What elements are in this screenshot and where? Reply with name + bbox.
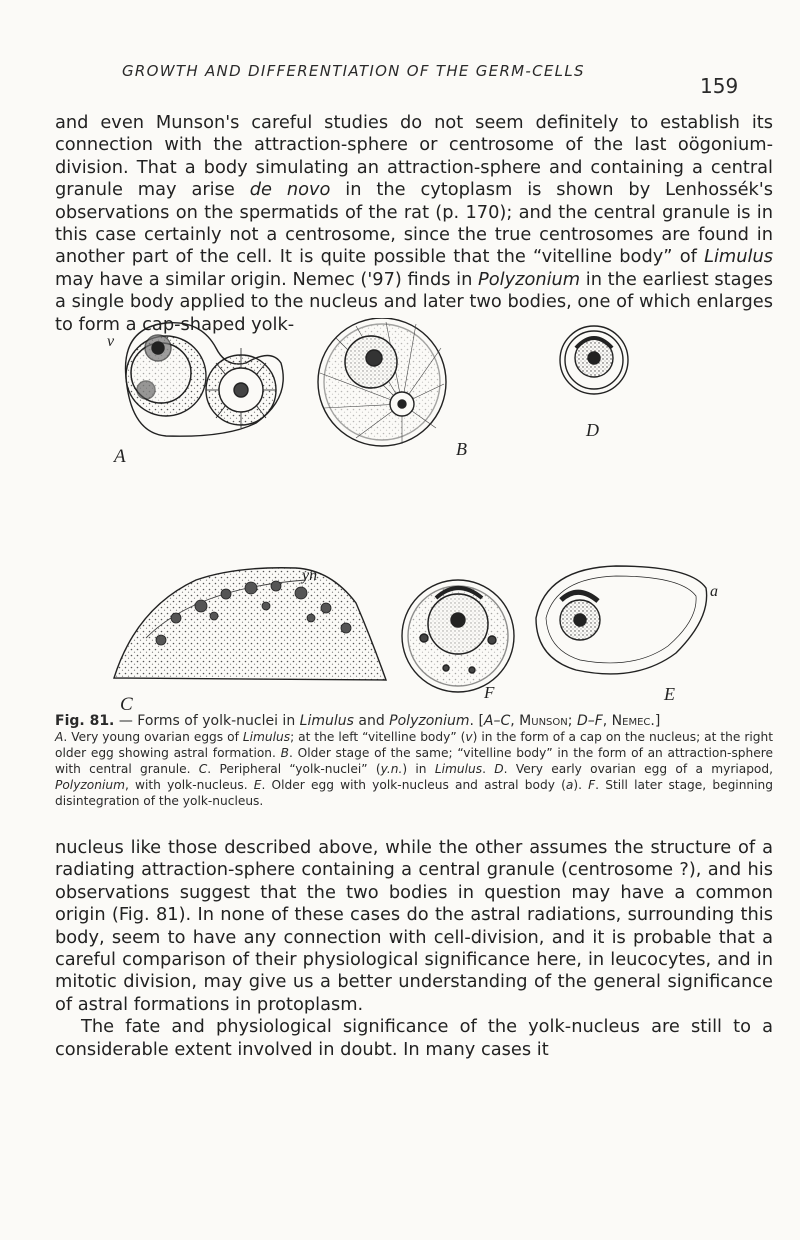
italic-de-novo: de novo [249, 179, 331, 201]
caption-text: . Very early ovarian egg of a myriapod, [503, 761, 774, 776]
caption-text: . Still later stage, beginning disintegration of the yolk-nucleus. [55, 777, 773, 808]
caption-title-italic: Polyzonium [389, 713, 470, 729]
panel-f-drawing [402, 580, 514, 692]
caption-title-text: and [353, 713, 390, 729]
label-d-panel: D [586, 420, 599, 440]
caption-text: ). [573, 777, 589, 792]
caption-italic-term: Limulus [434, 761, 483, 776]
caption-title-text: . [ [469, 713, 484, 729]
label-a-astral: a [710, 583, 718, 600]
caption-title-italic: D–F [576, 713, 603, 729]
panel-e-drawing [536, 566, 707, 674]
label-f-panel: F [484, 683, 495, 702]
caption-text: ; at the left “vitelline body” ( [290, 729, 466, 744]
caption-title-text: — Forms of yolk-nuclei in [114, 713, 300, 729]
figure-caption [55, 714, 773, 809]
caption-italic-term: y.n. [380, 761, 403, 776]
caption-title-text: , Nemec.] [602, 713, 661, 729]
running-title: GROWTH AND DIFFERENTIATION OF THE GERM-CELLS [122, 62, 585, 80]
figure-81-illustration [106, 318, 726, 710]
caption-text: , with yolk-nucleus. [124, 777, 254, 792]
label-b-panel: B [456, 439, 467, 459]
caption-italic-term: v [465, 729, 473, 744]
label-c-panel: C [120, 694, 133, 710]
paragraph-2-block [55, 837, 773, 1061]
caption-italic-term: Polyzonium [55, 777, 125, 792]
panel-a-drawing [126, 323, 284, 437]
italic-polyzonium: Polyzonium [478, 268, 581, 290]
caption-text: ) in [402, 761, 435, 776]
page-number: 159 [700, 74, 739, 98]
caption-text: . [482, 761, 495, 776]
caption-text: . Older egg with yolk-nucleus and astral body ( [261, 777, 566, 792]
label-v: v [107, 333, 115, 350]
label-yn: yn [302, 567, 318, 584]
caption-italic-term: Limulus [242, 729, 291, 744]
caption-italic-term: C [198, 761, 208, 776]
paragraph-1-text: in the cytoplasm is shown by Lenhossék's observations on the spermatids of the rat (p. 170); and the central granule is in this case certainly not a centrosome, since the true centrosomes are found in another part of the cell. It is quite possible that the “vitelline body” of [55, 179, 773, 268]
caption-italic-term: a [565, 777, 574, 792]
paragraph-1-text: and even Munson's careful studies do not seem definitely to establish its connection with the attraction-sphere or centrosome of the last oögonium-division. That a body simulating an attraction-sphere and containing a central granule may arise [55, 112, 773, 201]
caption-figure-number: Fig. 81. [55, 713, 115, 729]
caption-italic-term: A [55, 729, 64, 744]
caption-text: . Peripheral “yolk-nuclei” ( [207, 761, 381, 776]
paragraph-1-text: may have a similar origin. Nemec ('97) finds in [55, 268, 479, 290]
caption-text: ) in the form of a cap on the nucleus; at the right older egg showing astral formation. [55, 729, 773, 760]
label-a-panel: A [114, 446, 126, 467]
caption-italic-term: D [494, 761, 504, 776]
caption-title-italic: A–C [483, 713, 511, 729]
caption-title-italic: Limulus [299, 713, 354, 729]
caption-text: . Very young ovarian eggs of [63, 729, 243, 744]
italic-limulus: Limulus [704, 246, 773, 268]
panel-c-drawing [114, 568, 386, 680]
panel-b-drawing [318, 318, 446, 446]
panel-d-drawing [560, 326, 628, 394]
caption-italic-term: E [253, 777, 262, 792]
paragraph-2: nucleus like those described above, while the other assumes the structure of a radiating attraction-sphere containing a central granule (centrosome ?), and his observations suggest that the two bodies in question may have a common origin (Fig. 81). In none of these cases do the astral radiations, surrounding this body, seem to have any connection with cell-division, and it is probable that a careful comparison of their physiological significance here, in leucocytes, and in mitotic division, may give us a better understanding of the general significance of astral formations in protoplasm. [55, 837, 773, 1015]
paragraph-1 [55, 112, 773, 336]
caption-body [55, 730, 773, 810]
label-e-panel: E [664, 684, 675, 704]
caption-italic-term: B [280, 745, 289, 760]
paragraph-3: The fate and physiological significance of the yolk-nucleus are still to a considerable extent involved in doubt. In many cases it [55, 1016, 773, 1060]
caption-text: . Older stage of the same; “vitelline body” in the form of an attraction-sphere with central granule. [55, 745, 774, 776]
caption-title-text: , Munson; [510, 713, 577, 729]
caption-italic-term: F [588, 777, 596, 792]
paragraph-1-text: in the earliest stages a single body applied to the nucleus and later two bodies, one of which enlarges to form a cap-shaped yolk- [55, 268, 774, 335]
